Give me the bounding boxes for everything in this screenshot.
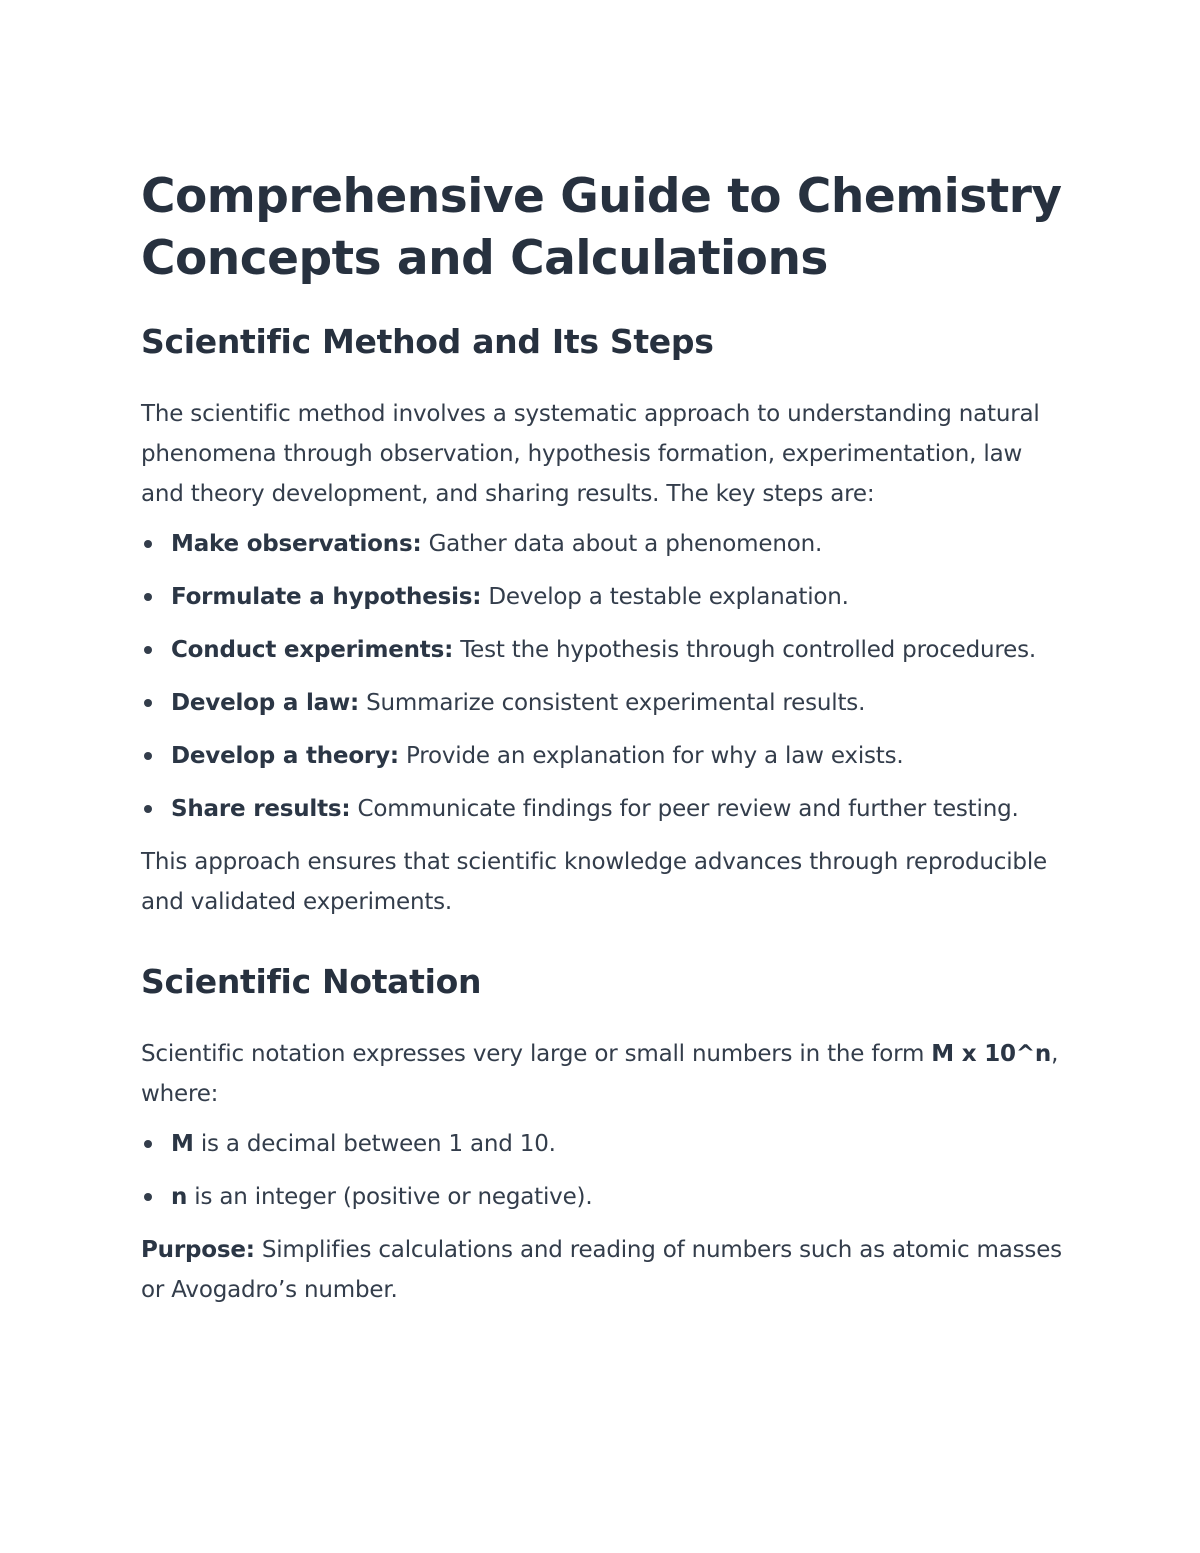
notation-text: is a decimal between 1 and 10.: [193, 1131, 556, 1157]
step-term: Develop a theory:: [171, 743, 399, 769]
steps-list: [141, 524, 1071, 829]
notation-intro-text: Scientific notation expresses very large or small numbers in the form: [141, 1041, 932, 1067]
list-item: [141, 683, 1071, 723]
purpose-text: Simplifies calculations and reading of numbers such as atomic masses or Avogadro’s number.: [141, 1237, 1062, 1303]
list-item: [141, 1177, 1071, 1217]
notation-form: M x 10^n: [931, 1041, 1052, 1067]
step-term: Conduct experiments:: [171, 637, 454, 663]
list-item: [141, 789, 1071, 829]
step-text: Gather data about a phenomenon.: [421, 531, 823, 557]
purpose-label: Purpose:: [141, 1237, 255, 1263]
notation-term: M: [171, 1131, 194, 1157]
list-item: [141, 630, 1071, 670]
step-text: Develop a testable explanation.: [481, 584, 849, 610]
step-text: Communicate findings for peer review and further testing.: [350, 796, 1019, 822]
step-term: Share results:: [171, 796, 351, 822]
page-title: Comprehensive Guide to Chemistry Concepts and Calculations: [141, 169, 1062, 286]
document-page: [141, 166, 1071, 1310]
step-text: Test the hypothesis through controlled procedures.: [453, 637, 1036, 663]
list-item: [141, 524, 1071, 564]
closing-paragraph: This approach ensures that scientific knowledge advances through reproducible and validated experiments.: [141, 849, 1047, 915]
purpose-paragraph: [141, 1230, 1071, 1310]
section-intro-paragraph: The scientific method involves a systematic approach to understanding natural phenomena through observation, hypothesis formation, experimentation, law and theory development, and sharing results. The key steps are:: [141, 401, 1040, 507]
list-item: [141, 577, 1071, 617]
notation-intro-paragraph: [141, 1034, 1071, 1114]
step-term: Formulate a hypothesis:: [171, 584, 482, 610]
step-term: Make observations:: [171, 531, 422, 557]
list-item: [141, 736, 1071, 776]
step-term: Develop a law:: [171, 690, 360, 716]
section-heading-scientific-method: Scientific Method and Its Steps: [141, 322, 714, 361]
step-text: Provide an explanation for why a law exists.: [398, 743, 904, 769]
notation-text: is an integer (positive or negative).: [187, 1184, 593, 1210]
section-heading-scientific-notation: Scientific Notation: [141, 962, 482, 1001]
notation-term: n: [171, 1184, 188, 1210]
notation-intro-tail: , where:: [141, 1041, 1059, 1107]
step-text: Summarize consistent experimental results.: [359, 690, 866, 716]
list-item: [141, 1124, 1071, 1164]
notation-list: [141, 1124, 1071, 1217]
